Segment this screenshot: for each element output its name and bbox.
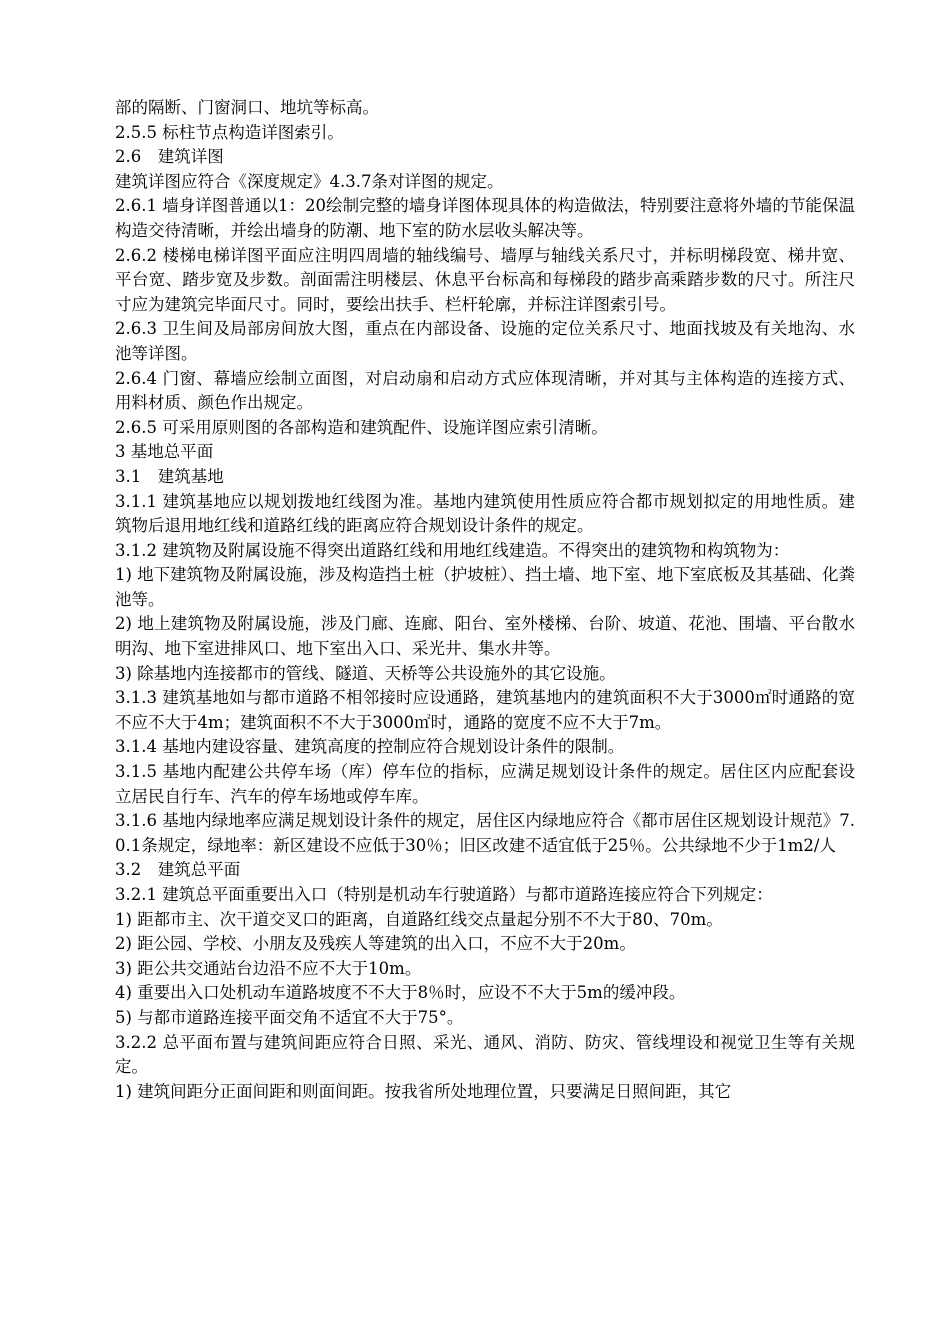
document-page bbox=[115, 96, 855, 1104]
clause-3-2-2: 3.2.2 总平面布置与建筑间距应符合日照、采光、通风、消防、防灾、管线埋设和视觉卫生等有关规定。 bbox=[115, 1032, 855, 1077]
section-heading-3-2: 3.2 建筑总平面 bbox=[115, 860, 241, 880]
list-item-3-1-2-3: 3) 除基地内连接都市的管线、隧道、天桥等公共设施外的其它设施。 bbox=[115, 663, 616, 683]
clause-3-1-1: 3.1.1 建筑基地应以规划拨地红线图为准。基地内建筑使用性质应符合都市规划拟定的用地性质。建筑物后退用地红线和道路红线的距离应符合规划设计条件的规定。 bbox=[115, 491, 855, 536]
section-heading-2-6: 2.6 建筑详图 bbox=[115, 147, 224, 167]
clause-3-1-4: 3.1.4 基地内建设容量、建筑高度的控制应符合规划设计条件的限制。 bbox=[115, 737, 625, 757]
paragraph-2-6-intro: 建筑详图应符合《深度规定》4.3.7条对详图的规定。 bbox=[115, 171, 504, 191]
list-item-3-2-1-5: 5) 与都市道路连接平面交角不适宜不大于75°。 bbox=[115, 1007, 464, 1027]
clause-2-6-1: 2.6.1 墙身详图普通以1：20绘制完整的墙身详图体现具体的构造做法，特别要注意将外墙的节能保温构造交待清晰，并绘出墙身的防潮、地下室的防水层收头解决等。 bbox=[115, 196, 855, 240]
clause-2-6-2: 2.6.2 楼梯电梯详图平面应注明四周墙的轴线编号、墙厚与轴线关系尺寸，并标明梯段宽、梯井宽、平台宽、踏步宽及步数。剖面需注明楼层、休息平台标高和每梯段的踏步高乘踏步数的尺寸。所注尺寸应为建筑完毕面尺寸。同时，要绘出扶手、栏杆轮廓，并标注详图索引号。 bbox=[115, 245, 855, 314]
clause-2-6-3: 2.6.3 卫生间及局部房间放大图，重点在内部设备、设施的定位关系尺寸、地面找坡及有关地沟、水池等详图。 bbox=[115, 319, 855, 363]
clause-2-6-5: 2.6.5 可采用原则图的各部构造和建筑配件、设施详图应索引清晰。 bbox=[115, 417, 608, 437]
list-item-3-2-1-3: 3) 距公共交通站台边沿不应不大于10m。 bbox=[115, 958, 422, 978]
list-item-3-2-1-4: 4) 重要出入口处机动车道路坡度不不大于8％时，应设不不大于5m的缓冲段。 bbox=[115, 983, 686, 1003]
paragraph-continuation: 部的隔断、门窗洞口、地坑等标高。 bbox=[115, 98, 379, 117]
chapter-heading-3: 3 基地总平面 bbox=[115, 442, 214, 462]
clause-3-1-2: 3.1.2 建筑物及附属设施不得突出道路红线和用地红线建造。不得突出的建筑物和构筑物为： bbox=[115, 540, 790, 560]
clause-3-1-6: 3.1.6 基地内绿地率应满足规划设计条件的规定，居住区内绿地应符合《都市居住区规划设计规范》7.0.1条规定，绿地率：新区建设不应低于30％；旧区改建不适宜低于25％。公共绿地不少于1m2/人 bbox=[115, 811, 855, 855]
list-item-3-2-1-1: 1) 距都市主、次干道交叉口的距离，自道路红线交点量起分别不不大于80、70m。 bbox=[115, 909, 723, 929]
clause-2-5-5: 2.5.5 标柱节点构造详图索引。 bbox=[115, 122, 344, 142]
clause-3-2-1: 3.2.1 建筑总平面重要出入口（特别是机动车行驶道路）与都市道路连接应符合下列规定： bbox=[115, 885, 773, 904]
list-item-3-2-2-1: 1) 建筑间距分正面间距和则面间距。按我省所处地理位置，只要满足日照间距，其它 bbox=[115, 1081, 732, 1101]
list-item-3-1-2-2: 2) 地上建筑物及附属设施，涉及门廊、连廊、阳台、室外楼梯、台阶、坡道、花池、围墙、平台散水明沟、地下室进排风口、地下室出入口、采光井、集水井等。 bbox=[115, 614, 855, 659]
clause-2-6-4: 2.6.4 门窗、幕墙应绘制立面图，对启动扇和启动方式应体现清晰，并对其与主体构造的连接方式、用料材质、颜色作出规定。 bbox=[115, 368, 855, 413]
clause-3-1-5: 3.1.5 基地内配建公共停车场（库）停车位的指标，应满足规划设计条件的规定。居住区内应配套设立居民自行车、汽车的停车场地或停车库。 bbox=[115, 762, 855, 806]
section-heading-3-1: 3.1 建筑基地 bbox=[115, 466, 224, 486]
list-item-3-2-1-2: 2) 距公园、学校、小朋友及残疾人等建筑的出入口，不应不大于20m。 bbox=[115, 934, 636, 954]
clause-3-1-3: 3.1.3 建筑基地如与都市道路不相邻接时应设通路，建筑基地内的建筑面积不大于3000㎡时通路的宽不应不大于4m；建筑面积不不大于3000㎡时，通路的宽度不应不大于7m。 bbox=[115, 688, 855, 732]
list-item-3-1-2-1: 1) 地下建筑物及附属设施，涉及构造挡土桩（护坡桩）、挡土墙、地下室、地下室底板及其基础、化粪池等。 bbox=[115, 565, 855, 609]
